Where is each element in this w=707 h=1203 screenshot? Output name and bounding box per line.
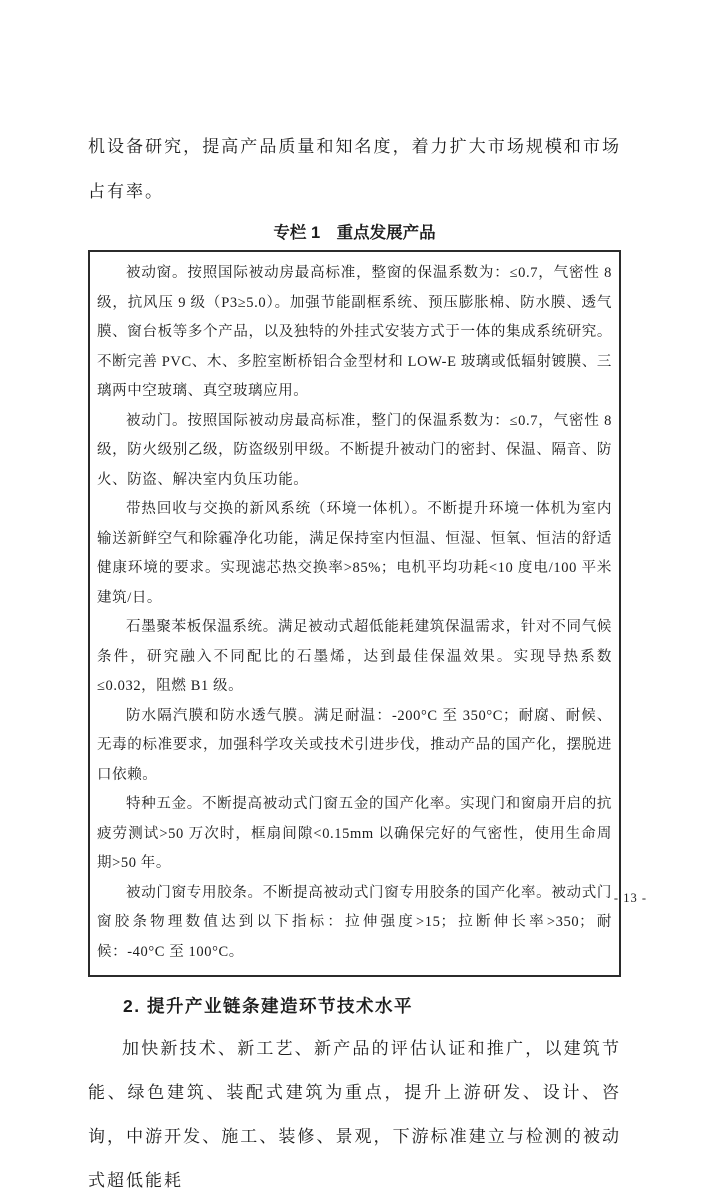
body-paragraph: 加快新技术、新工艺、新产品的评估认证和推广，以建筑节能、绿色建筑、装配式建筑为重点，提升上游研发、设计、咨询，中游开发、施工、装修、景观，下游标准建立与检测的被动式超低能耗 — [88, 1039, 621, 1190]
box-paragraph: 被动门窗专用胶条。不断提高被动式门窗专用胶条的国产化率。被动式门窗胶条物理数值达到以下指标：拉伸强度>15；拉断伸长率>350；耐候：-40°C 至 100°C。 — [97, 884, 612, 960]
box-paragraph: 被动门。按照国际被动房最高标准，整门的保温系数为：≤0.7，气密性 8 级，防火级别乙级，防盗级别甲级。不断提升被动门的密封、保温、隔音、防火、防盗、解决室内负压功能。 — [97, 412, 612, 488]
box-paragraph: 防水隔汽膜和防水透气膜。满足耐温：-200°C 至 350°C；耐腐、耐候、无毒的标准要求，加强科学攻关或技术引进步伐，推动产品的国产化，摆脱进口依赖。 — [97, 707, 612, 783]
section-heading: 2. 提升产业链条建造环节技术水平 — [123, 996, 413, 1016]
box-title: 专栏 1 重点发展产品 — [273, 224, 436, 242]
page-content — [88, 124, 621, 1203]
box-paragraph: 特种五金。不断提高被动式门窗五金的国产化率。实现门和窗扇开启的抗疲劳测试>50 万次时，框扇间隙<0.15mm 以确保完好的气密性，使用生命周期>50 年。 — [97, 796, 612, 871]
intro-paragraph: 机设备研究，提高产品质量和知名度，着力扩大市场规模和市场占有率。 — [88, 137, 621, 201]
highlight-box — [88, 250, 621, 977]
box-paragraph: 被动窗。按照国际被动房最高标准，整窗的保温系数为：≤0.7，气密性 8 级，抗风压 9 级（P3≥5.0）。加强节能副框系统、预压膨胀棉、防水膜、透气膜、窗台板等多个产品，以及独特的外挂式安装方式于一体的集成系统研究。不断完善 PVC、木、多腔室断桥铝合金型材和 LOW-E 玻璃或低辐射镀膜、三璃两中空玻璃、真空玻璃应用。 — [97, 265, 612, 399]
box-paragraph: 石墨聚苯板保温系统。满足被动式超低能耗建筑保温需求，针对不同气候条件，研究融入不同配比的石墨烯，达到最佳保温效果。实现导热系数≤0.032，阻燃 B1 级。 — [97, 619, 612, 694]
page-number: - 13 - — [613, 891, 647, 905]
box-paragraph: 带热回收与交换的新风系统（环境一体机）。不断提升环境一体机为室内输送新鲜空气和除霾净化功能，满足保持室内恒温、恒湿、恒氧、恒洁的舒适健康环境的要求。实现滤芯热交换率>85%；电机平均功耗<10 度电/100 平米建筑/日。 — [97, 501, 612, 606]
